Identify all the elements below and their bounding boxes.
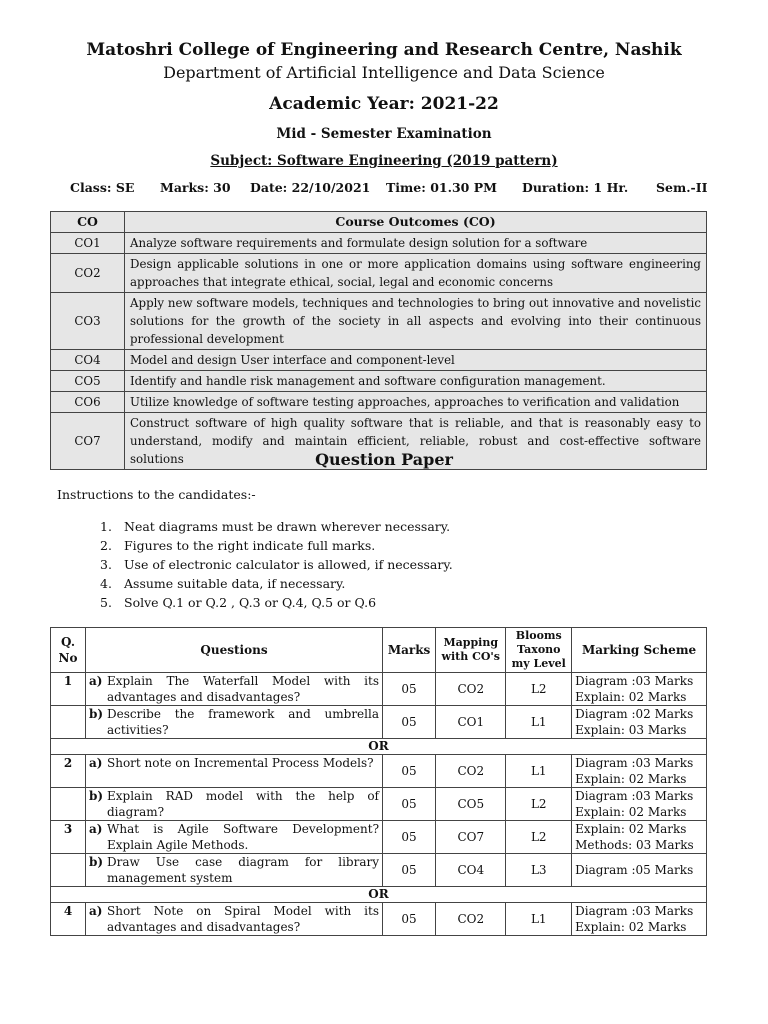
co-row [51,371,707,392]
co-desc: Utilize knowledge of software testing approaches, approaches to verification and validation [125,392,707,413]
marking-scheme [572,706,707,739]
question-row [51,755,707,788]
instruction-number: 3. [100,557,112,572]
instruction-text: Figures to the right indicate full marks. [124,538,376,553]
blooms-header-line: my Level [511,657,566,670]
instruction-item [100,555,453,574]
course-outcomes-table [50,211,707,470]
date-info: Date: 22/10/2021 [250,180,371,195]
duration-info: Duration: 1 Hr. [522,180,629,195]
instruction-item [100,536,453,555]
co-code-header: CO [51,212,125,233]
instruction-text: Solve Q.1 or Q.2 , Q.3 or Q.4, Q.5 or Q.6 [124,595,377,610]
instruction-item [100,517,453,536]
exam-title: Mid - Semester Examination [276,126,492,142]
scheme-line: Explain: 02 Marks [575,690,687,704]
question-marks: 05 [383,755,436,788]
marking-scheme [572,821,707,854]
or-label: OR [51,739,707,755]
question-co: CO7 [436,821,506,854]
question-cell [86,673,383,706]
question-level: L2 [506,821,572,854]
question-row [51,854,707,887]
question-label: a) [89,674,103,688]
question-cell [86,788,383,821]
question-text: What is Agile Software Development? Explain Agile Methods. [107,822,379,852]
question-cell [86,854,383,887]
question-row [51,821,707,854]
instructions-title: Instructions to the candidates:- [57,487,256,502]
question-marks: 05 [383,706,436,739]
question-label: b) [89,789,104,803]
instruction-number: 1. [100,519,112,534]
question-level: L1 [506,755,572,788]
question-number: 3 [51,821,86,854]
marking-scheme [572,788,707,821]
mapping-header-line: Mapping [443,636,499,649]
question-label: b) [89,707,104,721]
blooms-header-line: Taxono [517,643,561,656]
question-row [51,673,707,706]
question-level: L1 [506,903,572,936]
scheme-line: Diagram :05 Marks [575,863,694,877]
question-level: L2 [506,673,572,706]
scheme-line: Explain: 02 Marks [575,772,687,786]
co-code: CO3 [51,293,125,350]
academic-year: Academic Year: 2021-22 [269,94,499,114]
subject-title: Subject: Software Engineering (2019 pattern) [210,153,558,169]
instruction-item [100,593,453,612]
question-text: Explain The Waterfall Model with its advantages and disadvantages? [107,674,379,704]
class-info: Class: SE [70,180,135,195]
question-marks: 05 [383,673,436,706]
questions-table-header [51,628,707,673]
question-label: a) [89,822,103,836]
co-row [51,293,707,350]
question-cell [86,706,383,739]
qno-header-line: No [58,651,78,665]
instruction-text: Neat diagrams must be drawn wherever necessary. [124,519,451,534]
marking-scheme [572,755,707,788]
question-marks: 05 [383,854,436,887]
or-label: OR [51,887,707,903]
questions-table [50,627,707,936]
marking-scheme [572,903,707,936]
time-info: Time: 01.30 PM [386,180,497,195]
college-name: Matoshri College of Engineering and Research Centre, Nashik [86,40,682,60]
question-co: CO1 [436,706,506,739]
co-desc: Apply new software models, techniques and technologies to bring out innovative and novelistic solutions for the growth of the society in all aspects and evolving into their continuous professional development [125,293,707,350]
scheme-line: Diagram :02 Marks [575,707,694,721]
question-marks: 05 [383,903,436,936]
question-level: L2 [506,788,572,821]
marking-scheme [572,854,707,887]
question-co: CO2 [436,903,506,936]
co-desc-header: Course Outcomes (CO) [125,212,707,233]
question-number: 1 [51,673,86,706]
scheme-line: Diagram :03 Marks [575,674,694,688]
question-co: CO5 [436,788,506,821]
scheme-line: Diagram :03 Marks [575,904,694,918]
instruction-text: Assume suitable data, if necessary. [124,576,346,591]
or-row [51,739,707,755]
question-co: CO2 [436,755,506,788]
question-text: Explain RAD model with the help of diagram? [107,789,379,819]
question-label: b) [89,855,104,869]
scheme-line: Explain: 02 Marks [575,920,687,934]
question-cell [86,755,383,788]
instruction-number: 5. [100,595,112,610]
question-cell [86,903,383,936]
scheme-line: Explain: 03 Marks [575,723,687,737]
blooms-header-line: Blooms [515,629,562,642]
question-number: 4 [51,903,86,936]
scheme-line: Methods: 03 Marks [575,838,694,852]
question-marks: 05 [383,821,436,854]
question-number [51,854,86,887]
instruction-item [100,574,453,593]
co-code: CO7 [51,413,125,470]
question-number: 2 [51,755,86,788]
question-cell [86,821,383,854]
question-paper-title: Question Paper [315,450,453,469]
co-desc: Model and design User interface and component-level [125,350,707,371]
question-number [51,706,86,739]
co-desc: Construct software of high quality software that is reliable, and that is reasonably easy to understand, modify and maintain efficient, reliable, robust and cost-effective software solutions [125,413,707,470]
co-row [51,350,707,371]
mapping-header-line: with CO's [441,650,500,663]
co-row [51,254,707,293]
marking-scheme-header: Marking Scheme [572,628,707,673]
question-text: Short note on Incremental Process Models? [107,756,374,770]
co-row [51,392,707,413]
question-co: CO2 [436,673,506,706]
marks-info: Marks: 30 [160,180,231,195]
scheme-line: Diagram :03 Marks [575,756,694,770]
department-name: Department of Artificial Intelligence and Data Science [163,63,605,82]
question-marks: 05 [383,788,436,821]
qno-header-line: Q. [60,635,76,649]
question-level: L3 [506,854,572,887]
question-text: Short Note on Spiral Model with its advantages and disadvantages? [107,904,379,934]
question-text: Describe the framework and umbrella activities? [107,707,379,737]
question-label: a) [89,756,103,770]
question-row [51,706,707,739]
or-row [51,887,707,903]
mapping-header [436,628,506,673]
questions-header: Questions [86,628,383,673]
co-code: CO6 [51,392,125,413]
co-table-header [51,212,707,233]
question-co: CO4 [436,854,506,887]
scheme-line: Explain: 02 Marks [575,822,687,836]
question-row [51,788,707,821]
co-code: CO2 [51,254,125,293]
scheme-line: Explain: 02 Marks [575,805,687,819]
instruction-text: Use of electronic calculator is allowed, if necessary. [124,557,453,572]
scheme-line: Diagram :03 Marks [575,789,694,803]
qno-header [51,628,86,673]
co-code: CO5 [51,371,125,392]
co-row [51,233,707,254]
instructions-list [100,517,453,612]
question-text: Draw Use case diagram for library management system [107,855,379,885]
co-desc: Design applicable solutions in one or more application domains using software engineering approaches that integrate ethical, social, legal and economic concerns [125,254,707,293]
co-code: CO4 [51,350,125,371]
co-code: CO1 [51,233,125,254]
co-desc: Identify and handle risk management and software configuration management. [125,371,707,392]
blooms-header [506,628,572,673]
instruction-number: 4. [100,576,112,591]
question-label: a) [89,904,103,918]
semester-info: Sem.-II [656,180,708,195]
instruction-number: 2. [100,538,112,553]
marking-scheme [572,673,707,706]
marks-header: Marks [383,628,436,673]
co-desc: Analyze software requirements and formulate design solution for a software [125,233,707,254]
question-number [51,788,86,821]
question-level: L1 [506,706,572,739]
question-row [51,903,707,936]
